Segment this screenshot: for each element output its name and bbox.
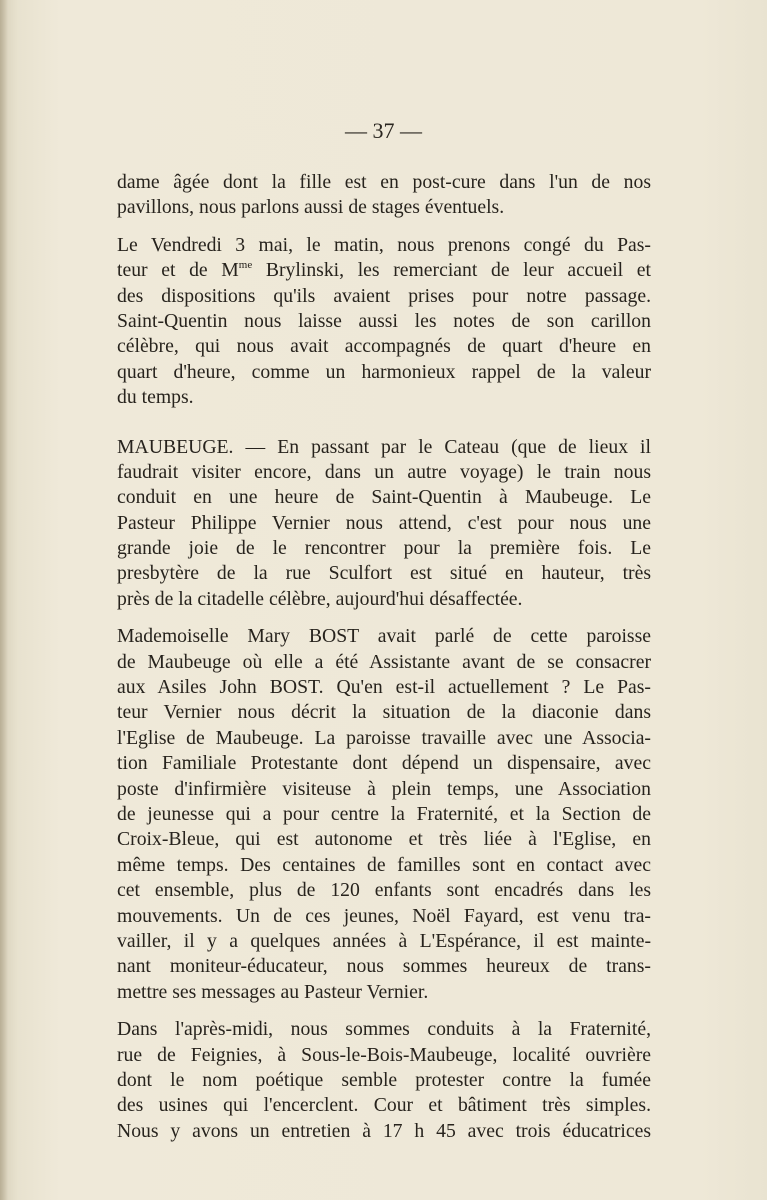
body-text bbox=[117, 170, 651, 1144]
text-line: cet ensemble, plus de 120 enfants sont encadrés dans les bbox=[117, 879, 651, 902]
page-number: — 37 — bbox=[345, 118, 422, 143]
paragraph-gap bbox=[117, 612, 651, 624]
text-line: tion Familiale Protestante dont dépend un dispensaire, avec bbox=[117, 752, 651, 775]
text-line: nant moniteur-éducateur, nous sommes heureux de trans- bbox=[117, 955, 651, 978]
text-line: MAUBEUGE. — En passant par le Cateau (que de lieux il bbox=[117, 435, 651, 458]
text-line: Dans l'après-midi, nous sommes conduits à la Fraternité, bbox=[117, 1018, 651, 1041]
text-fragment: teur et de M bbox=[117, 259, 239, 282]
text-line: célèbre, qui nous avait accompagnés de quart d'heure en bbox=[117, 335, 651, 358]
text-line: faudrait visiter encore, dans un autre voyage) le train nous bbox=[117, 460, 651, 483]
text-line bbox=[117, 233, 651, 258]
text-line: aux Asiles John BOST. Qu'en est-il actuellement ? Le Pas- bbox=[117, 676, 651, 699]
text-line: du temps. bbox=[117, 386, 194, 409]
text-line: rue de Feignies, à Sous-le-Bois-Maubeuge, localité ouvrière bbox=[117, 1043, 651, 1066]
text-line: Nous y avons un entretien à 17 h 45 avec trois éducatrices bbox=[117, 1119, 651, 1142]
text-fragment: Brylinski, les remerciant de leur accueil et bbox=[252, 259, 651, 282]
page-spine-shadow bbox=[0, 0, 8, 1200]
text-line: mouvements. Un de ces jeunes, Noël Fayard, est venu tra- bbox=[117, 904, 651, 927]
text-line: vailler, il y a quelques années à L'Espérance, il est mainte- bbox=[117, 929, 651, 952]
text-line: mettre ses messages au Pasteur Vernier. bbox=[117, 980, 429, 1003]
paragraph bbox=[117, 233, 651, 411]
text-line: de jeunesse qui a pour centre la Fraternité, et la Section de bbox=[117, 802, 651, 825]
text-line: des usines qui l'encerclent. Cour et bâtiment très simples. bbox=[117, 1094, 651, 1117]
text-line: près de la citadelle célèbre, aujourd'hui désaffectée. bbox=[117, 587, 523, 610]
text-line: grande joie de le rencontrer pour la première fois. Le bbox=[117, 537, 651, 560]
text-line: de Maubeuge où elle a été Assistante avant de se consacrer bbox=[117, 650, 651, 673]
paragraph bbox=[117, 170, 651, 221]
paragraph-gap bbox=[117, 411, 651, 435]
text-line bbox=[117, 258, 651, 283]
text-line: quart d'heure, comme un harmonieux rappel de la valeur bbox=[117, 360, 651, 383]
superscript: me bbox=[238, 259, 253, 272]
text-line: conduit en une heure de Saint-Quentin à Maubeuge. Le bbox=[117, 486, 651, 509]
paragraph bbox=[117, 624, 651, 1005]
text-line: dame âgée dont la fille est en post-cure dans l'un de nos bbox=[117, 171, 651, 193]
paragraph bbox=[117, 1017, 651, 1144]
text-line: presbytère de la rue Sculfort est situé en hauteur, très bbox=[117, 562, 651, 585]
paragraph bbox=[117, 435, 651, 613]
paragraph-gap bbox=[117, 221, 651, 233]
text-line: l'Eglise de Maubeuge. La paroisse travaille avec une Associa- bbox=[117, 726, 651, 749]
text-line: Mademoiselle Mary BOST avait parlé de cette paroisse bbox=[117, 625, 651, 648]
text-line: même temps. Des centaines de familles sont en contact avec bbox=[117, 853, 651, 876]
text-line: Pasteur Philippe Vernier nous attend, c'est pour nous une bbox=[117, 511, 651, 534]
text-line: pavillons, nous parlons aussi de stages éventuels. bbox=[117, 196, 505, 219]
text-line: Saint-Quentin nous laisse aussi les notes de son carillon bbox=[117, 309, 651, 332]
text-line: Croix-Bleue, qui est autonome et très liée à l'Eglise, en bbox=[117, 828, 651, 851]
text-line: dont le nom poétique semble protester contre la fumée bbox=[117, 1068, 651, 1091]
text-line: poste d'infirmière visiteuse à plein temps, une Association bbox=[117, 777, 651, 800]
paragraph-gap bbox=[117, 1005, 651, 1017]
text-line: teur Vernier nous décrit la situation de la diaconie dans bbox=[117, 701, 651, 724]
text-line: des dispositions qu'ils avaient prises pour notre passage. bbox=[117, 284, 651, 307]
text-line-content: Le Vendredi 3 mai, le matin, nous prenons congé du Pas- bbox=[117, 233, 651, 256]
